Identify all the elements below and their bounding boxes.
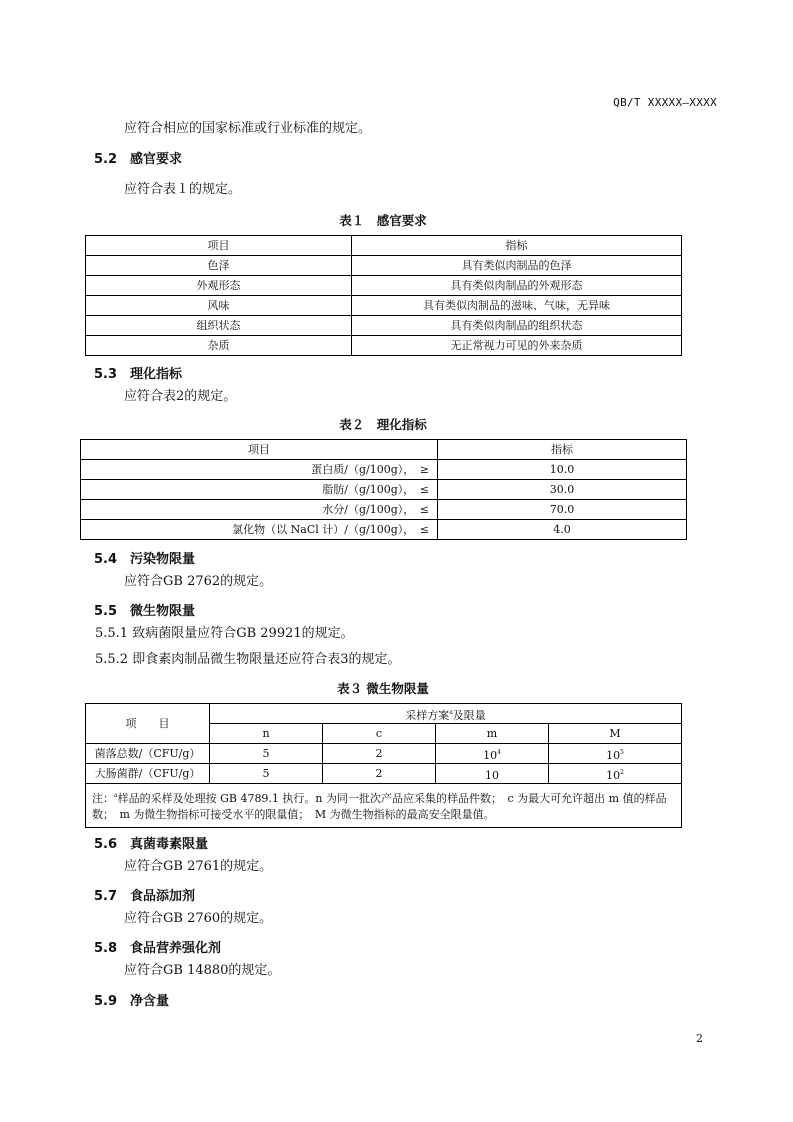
table-cell: 30.0 bbox=[438, 480, 687, 500]
table-cell: 无正常视力可见的外来杂质 bbox=[352, 336, 682, 356]
section-5-4-text: 应符合GB 2762的规定。 bbox=[124, 574, 273, 589]
table-1-caption: 表１ 感官要求 bbox=[339, 213, 427, 228]
table-row bbox=[86, 316, 682, 336]
table-cell: 风味 bbox=[86, 296, 352, 316]
table-cell bbox=[549, 744, 682, 764]
page-number: 2 bbox=[696, 1032, 703, 1045]
table-cell: 色泽 bbox=[86, 256, 352, 276]
section-5-8-text: 应符合GB 14880的规定。 bbox=[124, 963, 281, 978]
section-5-7-heading bbox=[94, 885, 195, 904]
table-cell: 大肠菌群/（CFU/g） bbox=[86, 764, 210, 784]
power-exponent: 4 bbox=[497, 748, 501, 756]
table-header-row bbox=[86, 704, 682, 724]
section-5-5-1-text: 5.5.1 致病菌限量应符合GB 29921的规定。 bbox=[95, 626, 354, 641]
power-base: 10 bbox=[485, 768, 499, 782]
table-cell: 具有类似肉制品的滋味、气味，无异味 bbox=[352, 296, 682, 316]
table-3-caption: 表３ 微生物限量 bbox=[337, 681, 429, 696]
table-2-caption: 表２ 理化指标 bbox=[339, 417, 427, 432]
section-5-2-text: 应符合表１的规定。 bbox=[124, 182, 242, 197]
table-header-cell: n bbox=[210, 724, 323, 744]
table-row bbox=[86, 256, 682, 276]
table-cell: 水分/（g/100g）， ≤ bbox=[81, 500, 438, 520]
section-number: 5.7 bbox=[94, 889, 118, 904]
power-base: 10 bbox=[606, 768, 621, 782]
footnote-mark: a bbox=[114, 792, 118, 799]
table-header-cell: 指标 bbox=[352, 236, 682, 256]
section-5-5-heading bbox=[94, 600, 195, 619]
section-title: 感官要求 bbox=[130, 152, 183, 167]
sampling-plan-label: 采样方案 bbox=[405, 708, 450, 722]
table-row bbox=[86, 296, 682, 316]
table-header-row bbox=[86, 236, 682, 256]
table-cell: 10.0 bbox=[438, 460, 687, 480]
table-header-row bbox=[81, 440, 687, 460]
table-cell: 氯化物（以 NaCl 计）/（g/100g）， ≤ bbox=[81, 520, 438, 540]
section-5-7-text: 应符合GB 2760的规定。 bbox=[124, 911, 273, 926]
table-cell: 具有类似肉制品的组织状态 bbox=[352, 316, 682, 336]
section-5-6-heading bbox=[94, 833, 208, 852]
table-cell: 2 bbox=[323, 744, 436, 764]
table-3-microbial bbox=[85, 703, 682, 828]
section-title: 食品营养强化剂 bbox=[130, 941, 222, 956]
note-text: 样品的采样及处理按 GB 4789.1 执行。n 为同一批次产品应采集的样品件数； c 为最大可允许超出 m 值的样品数； m 为微生物指标可接受水平的限量值； M 为微生物指标的最高安全限量值。 bbox=[92, 792, 667, 821]
table-cell bbox=[436, 744, 549, 764]
power-base: 10 bbox=[606, 748, 621, 762]
table-row bbox=[86, 764, 682, 784]
table-row bbox=[81, 460, 687, 480]
section-number: 5.9 bbox=[94, 994, 118, 1009]
section-5-8-heading bbox=[94, 937, 221, 956]
section-5-4-heading bbox=[94, 548, 195, 567]
section-5-3-text: 应符合表2的规定。 bbox=[124, 389, 237, 404]
table-cell: 外观形态 bbox=[86, 276, 352, 296]
section-title: 真菌毒素限量 bbox=[130, 837, 209, 852]
table-cell: 具有类似肉制品的色泽 bbox=[352, 256, 682, 276]
footnote-mark: a bbox=[449, 708, 453, 716]
section-5-3-heading bbox=[94, 363, 182, 382]
section-title: 食品添加剂 bbox=[130, 889, 196, 904]
power-exponent: 2 bbox=[620, 768, 624, 776]
section-5-5-2-text: 5.5.2 即食素肉制品微生物限量还应符合表3的规定。 bbox=[95, 652, 401, 667]
table-row bbox=[86, 744, 682, 764]
section-title: 净含量 bbox=[130, 994, 170, 1009]
table-header-cell: 指标 bbox=[438, 440, 687, 460]
section-5-9-heading bbox=[94, 990, 169, 1009]
table-row bbox=[81, 480, 687, 500]
section-number: 5.8 bbox=[94, 941, 118, 956]
table-header-cell: c bbox=[323, 724, 436, 744]
table-note-row bbox=[86, 784, 682, 828]
table-header-cell: m bbox=[436, 724, 549, 744]
table-cell: 组织状态 bbox=[86, 316, 352, 336]
table-cell: 杂质 bbox=[86, 336, 352, 356]
table-2-physicochemical bbox=[80, 439, 687, 540]
table-header-cell: 项目 bbox=[81, 440, 438, 460]
section-5-2-heading bbox=[94, 148, 182, 167]
section-title: 污染物限量 bbox=[130, 552, 196, 567]
intro-line: 应符合相应的国家标准或行业标准的规定。 bbox=[124, 121, 372, 136]
table-note bbox=[86, 784, 682, 828]
table-header-cell: M bbox=[549, 724, 682, 744]
table-row bbox=[81, 500, 687, 520]
table-cell bbox=[549, 764, 682, 784]
table-cell bbox=[436, 764, 549, 784]
table-header-cell: 项 目 bbox=[86, 704, 210, 744]
table-cell: 蛋白质/（g/100g）， ≥ bbox=[81, 460, 438, 480]
section-number: 5.3 bbox=[94, 367, 118, 382]
section-title: 微生物限量 bbox=[130, 604, 196, 619]
table-header-cell bbox=[210, 704, 682, 724]
section-number: 5.4 bbox=[94, 552, 118, 567]
table-cell: 4.0 bbox=[438, 520, 687, 540]
table-cell: 脂肪/（g/100g）， ≤ bbox=[81, 480, 438, 500]
table-row bbox=[81, 520, 687, 540]
section-number: 5.6 bbox=[94, 837, 118, 852]
power-base: 10 bbox=[483, 748, 498, 762]
table-cell: 菌落总数/（CFU/g） bbox=[86, 744, 210, 764]
document-code-header: QB/T XXXXX—XXXX bbox=[613, 96, 717, 109]
table-row bbox=[86, 336, 682, 356]
table-cell: 2 bbox=[323, 764, 436, 784]
table-header-cell: 项目 bbox=[86, 236, 352, 256]
table-1-sensory bbox=[85, 235, 682, 356]
section-title: 理化指标 bbox=[130, 367, 183, 382]
table-row bbox=[86, 276, 682, 296]
table-cell: 5 bbox=[210, 764, 323, 784]
section-5-6-text: 应符合GB 2761的规定。 bbox=[124, 859, 273, 874]
limit-label: 及限量 bbox=[452, 708, 486, 722]
table-cell: 具有类似肉制品的外观形态 bbox=[352, 276, 682, 296]
section-number: 5.5 bbox=[94, 604, 118, 619]
table-cell: 5 bbox=[210, 744, 323, 764]
table-cell: 70.0 bbox=[438, 500, 687, 520]
section-number: 5.2 bbox=[94, 152, 118, 167]
note-prefix: 注： bbox=[92, 792, 114, 805]
power-exponent: 5 bbox=[620, 748, 624, 756]
